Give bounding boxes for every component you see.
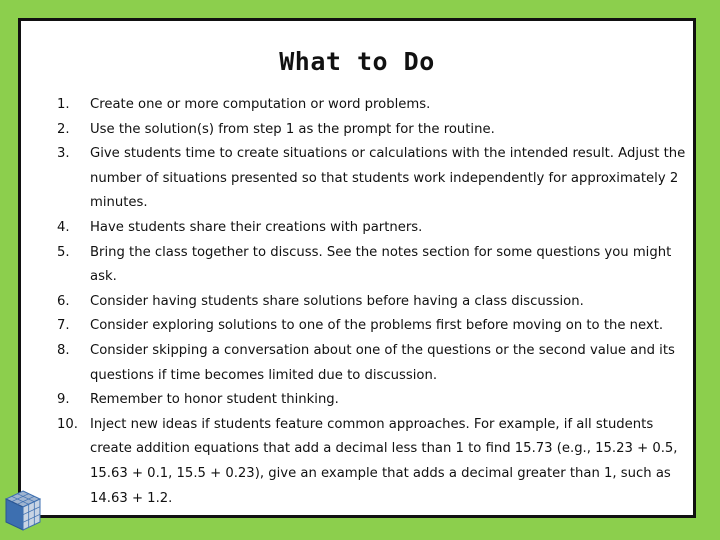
step-text: Have students share their creations with partners.: [90, 219, 423, 235]
step-text: Inject new ideas if students feature common approaches. For example, if all students create addition equations that add a decimal less than 1 to find 15.73 (e.g., 15.23 + 0.5, 15.63 + 0.1, 15.5 + 0.23), give an example that adds a decimal greater than 1, such as 14.63 + 1.2.: [90, 416, 678, 506]
step-number: 8.: [57, 342, 70, 358]
step-number: 6.: [57, 293, 70, 309]
step-number: 1.: [57, 97, 70, 112]
step-item: [57, 314, 687, 339]
step-text: Give students time to create situations or calculations with the intended result. Adjust the number of situations presented so that students work independently for approximately 2 minutes.: [90, 146, 686, 211]
step-number: 7.: [57, 318, 70, 334]
step-number: 3.: [57, 146, 70, 162]
step-number: 2.: [57, 121, 70, 137]
step-number: 9.: [57, 392, 70, 408]
slide-frame: [18, 18, 696, 518]
step-text: Consider exploring solutions to one of the problems first before moving on to the next.: [90, 318, 664, 334]
step-text: Consider having students share solutions before having a class discussion.: [90, 293, 584, 309]
step-item: [57, 413, 687, 511]
step-number: 10.: [57, 416, 78, 432]
steps-list: [57, 93, 687, 511]
step-text: Consider skipping a conversation about one of the questions or the second value and its questions if time becomes limited due to discussion.: [90, 342, 675, 383]
step-text: Use the solution(s) from step 1 as the prompt for the routine.: [90, 121, 495, 137]
step-item: [57, 142, 687, 216]
step-item: [57, 216, 687, 241]
step-item: [57, 118, 687, 143]
step-number: 4.: [57, 219, 70, 235]
step-item: [57, 241, 687, 290]
cube-logo-icon: [3, 489, 43, 533]
step-item: [57, 388, 687, 413]
step-text: Remember to honor student thinking.: [90, 392, 339, 408]
step-item: [57, 290, 687, 315]
step-text: Bring the class together to discuss. See the notes section for some questions you might ask.: [90, 244, 672, 285]
step-text: Create one or more computation or word problems.: [90, 97, 431, 112]
slide-title: What to Do: [279, 47, 435, 76]
step-item: [57, 339, 687, 388]
step-number: 5.: [57, 244, 70, 260]
step-item: [57, 93, 687, 118]
